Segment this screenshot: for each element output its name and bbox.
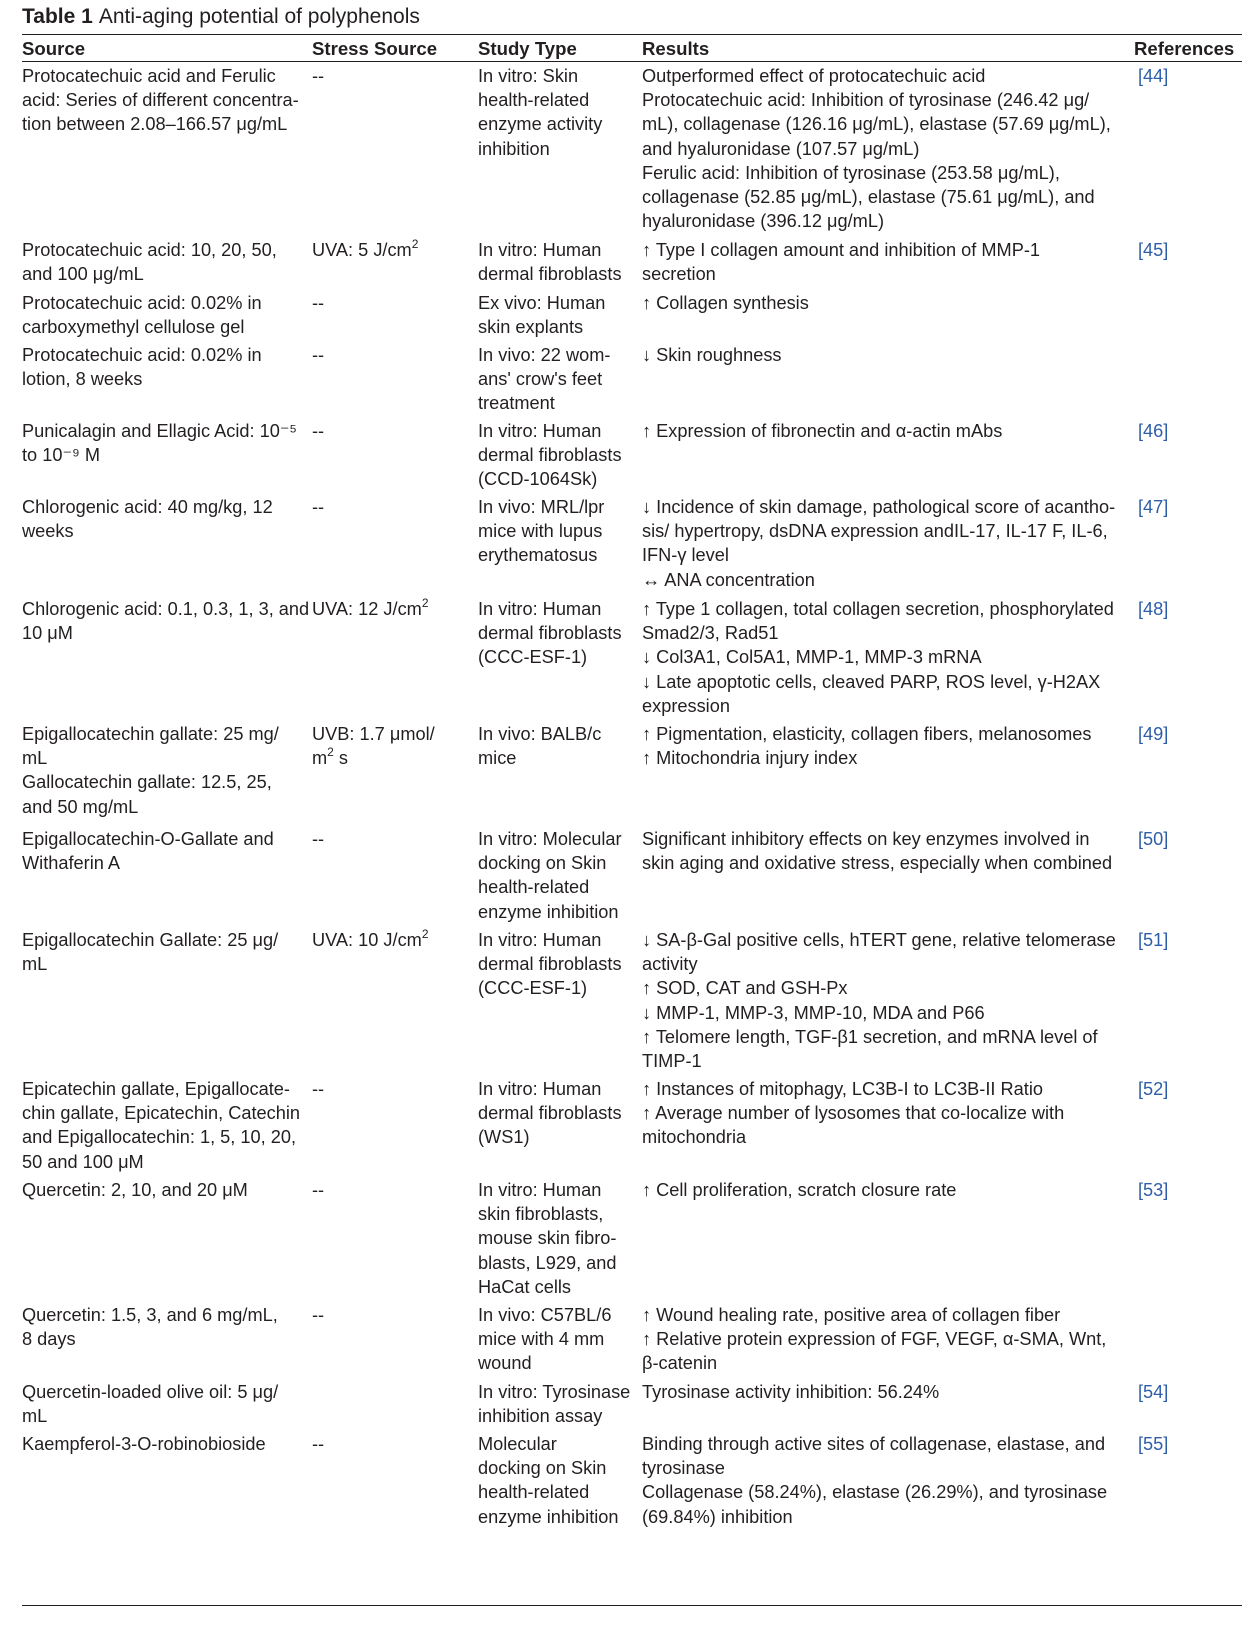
cell-results bbox=[642, 291, 1122, 315]
cell-source-line: Quercetin-loaded olive oil: 5 μg/ bbox=[22, 1382, 279, 1402]
cell-references bbox=[1138, 928, 1238, 952]
cell-stress-source-line: -- bbox=[312, 293, 325, 313]
cell-study-type-line: In vitro: Human bbox=[478, 1180, 602, 1200]
cell-study-type-line: Ex vivo: Human bbox=[478, 293, 606, 313]
cell-study-type-line: In vitro: Molecular bbox=[478, 829, 622, 849]
cell-study-type-line: enzyme activity bbox=[478, 114, 603, 135]
cell-results-line: hyaluronidase (396.12 μg/mL) bbox=[642, 211, 885, 232]
cell-study-type-line: mouse skin fibro- bbox=[478, 1228, 617, 1249]
cell-study-type-line: mice with lupus bbox=[478, 521, 603, 542]
cell-source bbox=[22, 238, 298, 286]
cell-study-type-line: health-related bbox=[478, 90, 590, 111]
cell-results bbox=[642, 238, 1122, 286]
cell-stress-source bbox=[312, 238, 468, 262]
cell-references bbox=[1138, 1178, 1238, 1202]
cell-study-type bbox=[478, 722, 638, 770]
cell-results bbox=[642, 1178, 1122, 1202]
cell-results-line: Protocatechuic acid: Inhibition of tyrosinase (246.42 μg/ bbox=[642, 90, 1090, 111]
cell-source-line: and Epigallocatechin: 1, 5, 10, 20, bbox=[22, 1127, 297, 1148]
cell-results-line: expression bbox=[642, 695, 730, 716]
cell-results bbox=[642, 1303, 1122, 1376]
cell-stress-source-line: -- bbox=[312, 421, 325, 441]
cell-study-type-line: HaCat cells bbox=[478, 1276, 571, 1297]
table-caption-title: Anti-aging potential of polyphenols bbox=[98, 5, 420, 28]
cell-source-line: Punicalagin and Ellagic Acid: 10⁻⁵ bbox=[22, 421, 297, 441]
cell-study-type-line: health-related bbox=[478, 1482, 590, 1503]
cell-source-line: Epigallocatechin-O-Gallate and bbox=[22, 829, 274, 849]
cell-results-line: ↑ Instances of mitophagy, LC3B-I to LC3B-II Ratio bbox=[642, 1079, 1043, 1099]
cell-results-line: Ferulic acid: Inhibition of tyrosinase (253.58 μg/mL), bbox=[642, 162, 1060, 183]
cell-source bbox=[22, 1178, 298, 1202]
cell-results bbox=[642, 597, 1122, 718]
cell-results bbox=[642, 1077, 1122, 1150]
cell-stress-source bbox=[312, 1432, 468, 1456]
cell-stress-source-line: UVA: 10 $J/cm^2$ bbox=[312, 926, 429, 950]
cell-results-line: ↑ Expression of fibronectin and α-actin mAbs bbox=[642, 421, 1003, 441]
cell-stress-source-line: $m^2$ s bbox=[312, 745, 348, 769]
cell-stress-source bbox=[312, 722, 468, 770]
cell-stress-source bbox=[312, 495, 468, 519]
cell-study-type-line: In vivo: C57BL/6 bbox=[478, 1305, 612, 1325]
cell-source-line: Epigallocatechin gallate: 25 mg/ bbox=[22, 724, 279, 744]
cell-results bbox=[642, 928, 1122, 1073]
cell-results-line: Tyrosinase activity inhibition: 56.24% bbox=[642, 1382, 940, 1402]
cell-source bbox=[22, 419, 298, 467]
cell-stress-source-line: -- bbox=[312, 1079, 325, 1099]
reference-link[interactable]: [46] bbox=[1138, 421, 1169, 441]
cell-study-type bbox=[478, 343, 638, 416]
cell-source-line: to 10⁻⁹ M bbox=[22, 445, 101, 466]
cell-study-type-line: In vitro: Human bbox=[478, 1079, 602, 1099]
cell-source-line: Epigallocatechin Gallate: 25 μg/ bbox=[22, 930, 279, 950]
cell-stress-source-line: UVB: 1.7 μmol/ bbox=[312, 724, 435, 744]
cell-source-line: 50 and 100 μM bbox=[22, 1151, 144, 1172]
cell-source-line: mL bbox=[22, 954, 48, 975]
cell-study-type-line: inhibition assay bbox=[478, 1406, 603, 1427]
cell-stress-source-line: -- bbox=[312, 1305, 325, 1325]
cell-results-line: tyrosinase bbox=[642, 1458, 725, 1479]
cell-results-line: skin aging and oxidative stress, especially when combined bbox=[642, 853, 1113, 874]
cell-study-type-line: blasts, L929, and bbox=[478, 1252, 617, 1273]
cell-results-line: sis/ hypertropy, dsDNA expression andIL-17, IL-17 F, IL-6, bbox=[642, 521, 1108, 542]
cell-study-type-line: skin explants bbox=[478, 317, 584, 338]
cell-study-type-line: mice with 4 mm bbox=[478, 1329, 605, 1350]
cell-source-line: 8 days bbox=[22, 1329, 76, 1350]
cell-study-type-line: In vitro: Skin bbox=[478, 66, 579, 86]
cell-stress-source bbox=[312, 64, 468, 88]
cell-study-type-line: In vivo: MRL/lpr bbox=[478, 497, 605, 517]
cell-results bbox=[642, 722, 1122, 770]
reference-link[interactable]: [53] bbox=[1138, 1180, 1169, 1200]
cell-source bbox=[22, 928, 298, 976]
cell-stress-source bbox=[312, 1303, 468, 1327]
cell-results-line: mitochondria bbox=[642, 1127, 747, 1148]
cell-stress-source-line: UVA: 12 $J/cm^2$ bbox=[312, 595, 429, 619]
cell-source-line: 10 μM bbox=[22, 623, 73, 644]
cell-study-type-line: dermal fibroblasts bbox=[478, 954, 622, 975]
cell-references bbox=[1138, 1077, 1238, 1101]
cell-source bbox=[22, 495, 298, 543]
cell-results bbox=[642, 343, 1122, 367]
cell-study-type-line: treatment bbox=[478, 393, 555, 414]
cell-stress-source-line: -- bbox=[312, 345, 325, 365]
cell-source-line: Quercetin: 1.5, 3, and 6 mg/mL, bbox=[22, 1305, 278, 1325]
cell-results-line: ↑ Cell proliferation, scratch closure rate bbox=[642, 1180, 957, 1200]
cell-results-line: Significant inhibitory effects on key enzymes involved in bbox=[642, 829, 1090, 849]
cell-stress-source bbox=[312, 343, 468, 367]
cell-study-type bbox=[478, 1380, 638, 1428]
cell-source bbox=[22, 1432, 298, 1456]
cell-study-type bbox=[478, 495, 638, 568]
table-caption-label: Table 1 bbox=[22, 5, 93, 28]
cell-results-line: β-catenin bbox=[642, 1353, 718, 1374]
cell-study-type-line: (CCC-ESF-1) bbox=[478, 978, 588, 999]
cell-results-line: ↑ Mitochondria injury index bbox=[642, 748, 858, 769]
reference-link[interactable]: [49] bbox=[1138, 724, 1169, 744]
cell-study-type-line: docking on Skin bbox=[478, 853, 607, 874]
reference-link[interactable]: [44] bbox=[1138, 66, 1169, 86]
cell-results-line: ↔ ANA concentration bbox=[642, 569, 815, 590]
cell-study-type bbox=[478, 419, 638, 492]
cell-stress-source-line: -- bbox=[312, 497, 325, 517]
cell-source-line: Kaempferol-3-O-robinobioside bbox=[22, 1434, 266, 1454]
cell-study-type-line: ans' crow's feet bbox=[478, 369, 603, 390]
cell-study-type-line: wound bbox=[478, 1353, 532, 1374]
cell-source-line: Epicatechin gallate, Epigallocate- bbox=[22, 1079, 290, 1099]
cell-results-line: Outperformed effect of protocatechuic acid bbox=[642, 66, 986, 86]
cell-results-line: ↑ Relative protein expression of FGF, VEGF, α-SMA, Wnt, bbox=[642, 1329, 1107, 1350]
header-study-type: Study Type bbox=[478, 38, 577, 59]
cell-study-type bbox=[478, 928, 638, 1001]
cell-study-type bbox=[478, 597, 638, 670]
reference-link[interactable]: [50] bbox=[1138, 829, 1169, 849]
header-source: Source bbox=[22, 38, 86, 59]
cell-references bbox=[1138, 1380, 1238, 1404]
reference-link[interactable]: [45] bbox=[1138, 240, 1169, 260]
cell-source-line: lotion, 8 weeks bbox=[22, 369, 143, 390]
cell-source-line: Chlorogenic acid: 0.1, 0.3, 1, 3, and bbox=[22, 599, 310, 619]
cell-results bbox=[642, 419, 1122, 443]
cell-results-line: Binding through active sites of collagenase, elastase, and bbox=[642, 1434, 1106, 1454]
cell-stress-source bbox=[312, 1380, 468, 1404]
cell-stress-source bbox=[312, 1178, 468, 1202]
header-references: References bbox=[1134, 38, 1235, 59]
cell-results-line: ↓ MMP-1, MMP-3, MMP-10, MDA and P66 bbox=[642, 1002, 985, 1023]
cell-study-type-line: inhibition bbox=[478, 138, 550, 159]
cell-stress-source-line: -- bbox=[312, 1434, 325, 1454]
reference-link[interactable]: [47] bbox=[1138, 497, 1169, 517]
cell-references bbox=[1138, 597, 1238, 621]
cell-study-type-line: In vitro: Human bbox=[478, 599, 602, 619]
cell-results-line: activity bbox=[642, 954, 698, 975]
cell-study-type-line: (CCC-ESF-1) bbox=[478, 647, 588, 668]
cell-results-line: ↑ Type 1 collagen, total collagen secretion, phosphorylated bbox=[642, 599, 1114, 619]
cell-study-type bbox=[478, 1432, 638, 1529]
cell-source-line: and 50 mg/mL bbox=[22, 796, 139, 817]
cell-study-type-line: enzyme inhibition bbox=[478, 901, 619, 922]
cell-results-line: Smad2/3, Rad51 bbox=[642, 623, 779, 644]
table-header-rule bbox=[22, 61, 1242, 62]
cell-study-type-line: erythematosus bbox=[478, 545, 598, 566]
cell-source-line: Gallocatechin gallate: 12.5, 25, bbox=[22, 772, 272, 793]
reference-link[interactable]: [48] bbox=[1138, 599, 1169, 619]
cell-results-line: ↑ Average number of lysosomes that co-localize with bbox=[642, 1103, 1065, 1124]
cell-stress-source bbox=[312, 1077, 468, 1101]
cell-results bbox=[642, 1432, 1122, 1529]
cell-source-line: Withaferin A bbox=[22, 853, 121, 874]
cell-study-type-line: dermal fibroblasts bbox=[478, 623, 622, 644]
cell-results-line: ↓ Late apoptotic cells, cleaved PARP, ROS level, γ-H2AX bbox=[642, 671, 1101, 692]
cell-source-line: and 100 μg/mL bbox=[22, 264, 144, 285]
table-bottom-rule bbox=[22, 1605, 1242, 1606]
cell-references bbox=[1138, 722, 1238, 746]
cell-stress-source bbox=[312, 597, 468, 621]
cell-stress-source-line: -- bbox=[312, 829, 325, 849]
cell-study-type-line: skin fibroblasts, bbox=[478, 1204, 604, 1225]
cell-source-line: tion between 2.08–166.57 μg/mL bbox=[22, 114, 288, 135]
cell-study-type-line: In vitro: Human bbox=[478, 930, 602, 950]
cell-study-type bbox=[478, 1178, 638, 1299]
cell-source bbox=[22, 827, 298, 875]
cell-study-type-line: mice bbox=[478, 748, 517, 769]
cell-results-line: and hyaluronidase (107.57 μg/mL) bbox=[642, 138, 920, 159]
header-results: Results bbox=[642, 38, 710, 59]
cell-references bbox=[1138, 1432, 1238, 1456]
cell-study-type-line: In vivo: BALB/c bbox=[478, 724, 602, 744]
cell-stress-source bbox=[312, 928, 468, 952]
cell-source-line: Protocatechuic acid: 10, 20, 50, bbox=[22, 240, 277, 260]
cell-stress-source bbox=[312, 419, 468, 443]
cell-references bbox=[1138, 495, 1238, 519]
header-stress-source: Stress Source bbox=[312, 38, 438, 59]
cell-results-line: ↑ SOD, CAT and GSH-Px bbox=[642, 978, 848, 999]
cell-source bbox=[22, 1380, 298, 1428]
cell-stress-source-line: -- bbox=[312, 1180, 325, 1200]
cell-results-line: ↑ Wound healing rate, positive area of collagen fiber bbox=[642, 1305, 1061, 1325]
cell-study-type-line: enzyme inhibition bbox=[478, 1506, 619, 1527]
cell-source-line: Protocatechuic acid: 0.02% in bbox=[22, 345, 262, 365]
cell-references bbox=[1138, 64, 1238, 88]
cell-source-line: weeks bbox=[22, 521, 74, 542]
cell-study-type bbox=[478, 64, 638, 161]
cell-study-type bbox=[478, 238, 638, 286]
cell-results-line: IFN-γ level bbox=[642, 545, 729, 566]
cell-source-line: acid: Series of different concentra- bbox=[22, 90, 299, 111]
cell-source-line: Protocatechuic acid and Ferulic bbox=[22, 66, 276, 86]
cell-study-type-line: dermal fibroblasts bbox=[478, 1103, 622, 1124]
cell-study-type-line: dermal fibroblasts bbox=[478, 445, 622, 466]
cell-study-type bbox=[478, 827, 638, 924]
cell-study-type-line: dermal fibroblasts bbox=[478, 264, 622, 285]
cell-study-type bbox=[478, 1303, 638, 1376]
cell-results-line: ↑ Telomere length, TGF-β1 secretion, and mRNA level of bbox=[642, 1026, 1098, 1047]
cell-results bbox=[642, 64, 1122, 233]
cell-source bbox=[22, 1303, 298, 1351]
cell-references bbox=[1138, 827, 1238, 851]
cell-results-line: ↑ Type I collagen amount and inhibition of MMP-1 bbox=[642, 240, 1040, 260]
cell-stress-source bbox=[312, 291, 468, 315]
reference-link[interactable]: [51] bbox=[1138, 930, 1169, 950]
cell-stress-source bbox=[312, 827, 468, 851]
table-caption bbox=[22, 2, 420, 32]
reference-link[interactable]: [52] bbox=[1138, 1079, 1169, 1099]
reference-link[interactable]: [54] bbox=[1138, 1382, 1169, 1402]
cell-study-type-line: In vitro: Human bbox=[478, 421, 602, 441]
cell-stress-source-line: UVA: 5 $J/cm^2$ bbox=[312, 236, 419, 260]
cell-results-line: ↓ Skin roughness bbox=[642, 345, 782, 365]
cell-source-line: mL bbox=[22, 748, 48, 769]
cell-study-type bbox=[478, 291, 638, 339]
cell-study-type-line: (CCD-1064Sk) bbox=[478, 469, 598, 490]
cell-stress-source-line: -- bbox=[312, 66, 325, 86]
cell-study-type-line: In vitro: Tyrosinase bbox=[478, 1382, 631, 1402]
table-top-rule bbox=[22, 34, 1242, 35]
cell-source bbox=[22, 597, 310, 645]
cell-results-line: Collagenase (58.24%), elastase (26.29%), and tyrosinase bbox=[642, 1482, 1108, 1503]
cell-source-line: chin gallate, Epicatechin, Catechin bbox=[22, 1103, 301, 1124]
cell-results-line: (69.84%) inhibition bbox=[642, 1506, 793, 1527]
cell-study-type-line: (WS1) bbox=[478, 1127, 530, 1148]
cell-results bbox=[642, 827, 1122, 875]
cell-results-line: ↓ Col3A1, Col5A1, MMP-1, MMP-3 mRNA bbox=[642, 647, 982, 668]
cell-source-line: Protocatechuic acid: 0.02% in bbox=[22, 293, 262, 313]
cell-study-type-line: In vitro: Human bbox=[478, 240, 602, 260]
cell-source-line: carboxymethyl cellulose gel bbox=[22, 317, 245, 338]
cell-source bbox=[22, 343, 298, 391]
cell-source bbox=[22, 291, 298, 339]
cell-results-line: collagenase (52.85 μg/mL), elastase (75.61 μg/mL), and bbox=[642, 186, 1095, 207]
cell-results-line: mL), collagenase (126.16 μg/mL), elastase (57.69 μg/mL), bbox=[642, 114, 1111, 135]
cell-results-line: TIMP-1 bbox=[642, 1050, 702, 1071]
cell-results bbox=[642, 1380, 1122, 1404]
cell-results-line: ↑ Pigmentation, elasticity, collagen fibers, melanosomes bbox=[642, 724, 1092, 744]
cell-results-line: ↑ Collagen synthesis bbox=[642, 293, 809, 313]
cell-references bbox=[1138, 419, 1238, 443]
cell-results-line: ↓ Incidence of skin damage, pathological score of acantho- bbox=[642, 497, 1116, 517]
cell-study-type bbox=[478, 1077, 638, 1150]
cell-study-type-line: In vivo: 22 wom- bbox=[478, 345, 611, 365]
cell-source bbox=[22, 722, 298, 819]
cell-source-line: Chlorogenic acid: 40 mg/kg, 12 bbox=[22, 497, 273, 517]
cell-study-type-line: docking on Skin bbox=[478, 1458, 607, 1479]
cell-source bbox=[22, 1077, 301, 1174]
cell-source-line: mL bbox=[22, 1406, 48, 1427]
cell-results-line: secretion bbox=[642, 264, 716, 285]
reference-link[interactable]: [55] bbox=[1138, 1434, 1169, 1454]
cell-source-line: Quercetin: 2, 10, and 20 μM bbox=[22, 1180, 248, 1200]
cell-results bbox=[642, 495, 1122, 592]
cell-source bbox=[22, 64, 298, 137]
cell-references bbox=[1138, 238, 1238, 262]
cell-results-line: ↓ SA-β-Gal positive cells, hTERT gene, relative telomerase bbox=[642, 930, 1116, 950]
cell-stress-source-line bbox=[312, 1380, 468, 1404]
cell-study-type-line: Molecular bbox=[478, 1434, 557, 1454]
cell-study-type-line: health-related bbox=[478, 877, 590, 898]
